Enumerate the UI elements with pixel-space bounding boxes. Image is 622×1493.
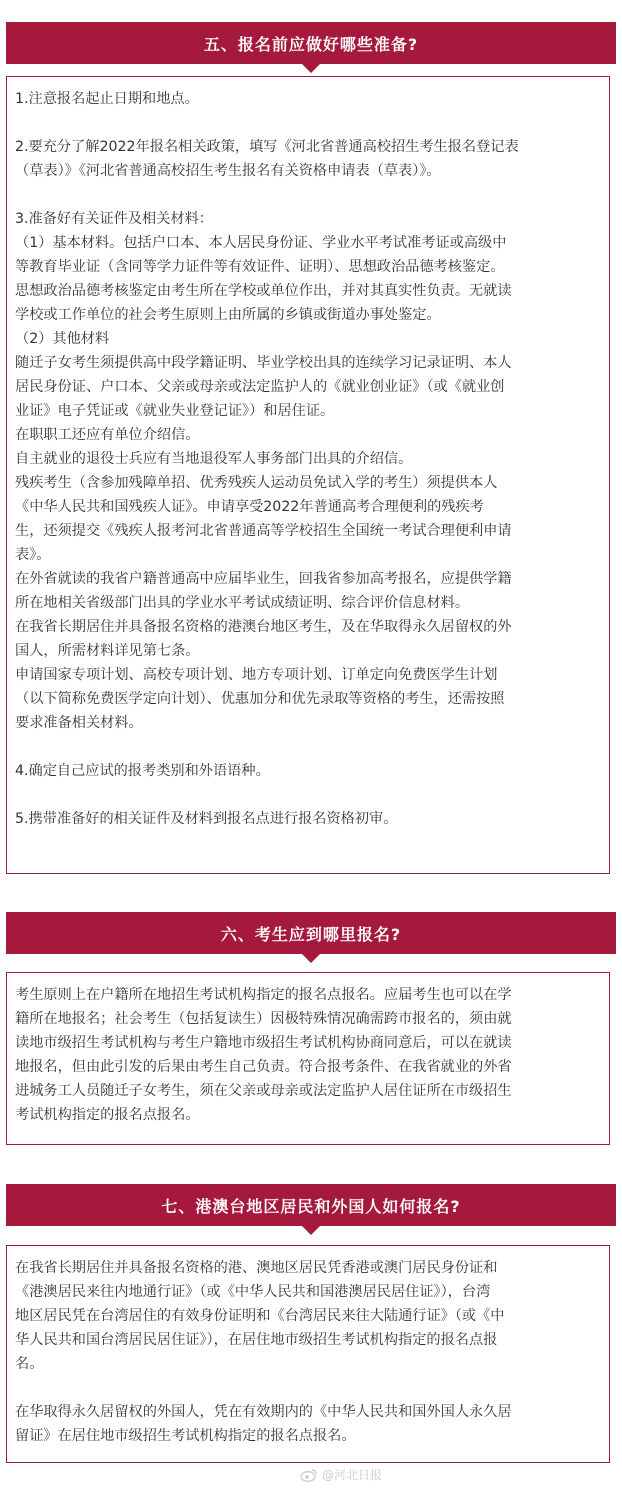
text-line: 3.准备好有关证件及相关材料： [15,211,213,227]
text-line: 在职职工还应有单位介绍信。 [15,427,200,443]
text-line: 5.携带准备好的相关证件及材料到报名点进行报名资格初审。 [15,811,398,827]
text-line: 华人民共和国台湾居民居住证》），在居住地市级招生考试机构指定的报名点报 [15,1332,498,1348]
text-line: 《港澳居民来往内地通行证》（或《中华人民共和国港澳居民居住证》），台湾 [15,1284,491,1300]
text-line: 读地市级招生考试机构与考生户籍地市级招生考试机构协商同意后，可以在就读 [15,1035,512,1051]
section-header-7 [6,1184,616,1226]
text-line: 自主就业的退役士兵应有当地退役军人事务部门出具的介绍信。 [15,451,413,467]
blank-line [7,783,609,807]
text-line: 表》。 [15,547,51,563]
watermark [300,1466,382,1483]
section-title: 五、报名前应做好哪些准备? [203,34,419,54]
blank-line [7,1376,609,1400]
text-line: 名。 [15,1356,44,1372]
text-line: 在外省就读的我省户籍普通高中应届毕业生，回我省参加高考报名，应提供学籍 [15,571,512,587]
watermark-text: @河北日报 [322,1468,383,1482]
section-box-7 [6,1245,610,1463]
text-line: 1.注意报名起止日期和地点。 [15,91,199,107]
text-line: 思想政治品德考核鉴定由考生所在学校或单位作出，并对其真实性负责。无就读 [15,283,512,299]
text-line: 在我省长期居住并具备报名资格的港澳台地区考生，及在华取得永久居留权的外 [15,619,512,635]
text-line: （1）基本材料。包括户口本、本人居民身份证、学业水平考试准考证或高级中 [15,235,507,251]
text-line: 学校或工作单位的社会考生原则上由所属的乡镇或街道办事处鉴定。 [15,307,441,323]
text-line: 籍所在地报名；社会考生（包括复读生）因极特殊情况确需跨市报名的，须由就 [15,1011,512,1027]
text-line: 残疾考生（含参加残障单招、优秀残疾人运动员免试入学的考生）须提供本人 [15,475,498,491]
text-line: 在华取得永久居留权的外国人，凭在有效期内的《中华人民共和国外国人永久居 [15,1404,512,1420]
section-header-6 [6,912,616,954]
text-line: 所在地相关省级部门出具的学业水平考试成绩证明、综合评价信息材料。 [15,595,470,611]
text-line: 进城务工人员随迁子女考生，须在父亲或母亲或法定监护人居住证所在市级招生 [15,1083,512,1099]
blank-line [7,183,609,207]
text-line: 4.确定自己应试的报考类别和外语语种。 [15,763,270,779]
text-line: 随迁子女考生须提供高中段学籍证明、毕业学校出具的连续学习记录证明、本人 [15,355,512,371]
text-line: 留证》在居住地市级招生考试机构指定的报名点报名。 [15,1428,356,1444]
text-line: 业证》电子凭证或《就业失业登记证》）和居住证。 [15,403,335,419]
text-line: （以下简称免费医学定向计划）、优惠加分和优先录取等资格的考生，还需按照 [15,691,505,707]
text-line: 生，还须提交《残疾人报考河北省普通高等学校招生全国统一考试合理便利申请 [15,523,512,539]
section-header-5 [6,22,616,64]
text-line: 要求准备相关材料。 [15,715,143,731]
text-line: （草表）》《河北省普通高校招生考生报名有关资格申请表（草表）》。 [15,163,441,179]
text-line: 地报名，但由此引发的后果由考生自己负责。符合报考条件、在我省就业的外省 [15,1059,512,1075]
blank-line [7,111,609,135]
weibo-icon [300,1468,318,1482]
section-box-6 [6,972,610,1145]
blank-line [7,735,609,759]
text-line: 《中华人民共和国残疾人证》。申请享受2022年普通高考合理便利的残疾考 [15,499,484,515]
section-box-5 [6,76,610,874]
text-line: 居民身份证、户口本、父亲或母亲或法定监护人的《就业创业证》（或《就业创 [15,379,505,395]
text-line: 考生原则上在户籍所在地招生考试机构指定的报名点报名。应届考生也可以在学 [15,987,512,1003]
text-line: 等教育毕业证（含同等学力证件等有效证件、证明）、思想政治品德考核鉴定。 [15,259,505,275]
section-title: 六、考生应到哪里报名? [220,924,402,944]
text-line: 2.要充分了解2022年报名相关政策，填写《河北省普通高校招生考生报名登记表 [15,139,519,155]
text-line: 地区居民凭在台湾居住的有效身份证明和《台湾居民来往大陆通行证》（或《中 [15,1308,505,1324]
text-line: （2）其他材料 [15,331,110,347]
text-line: 国人，所需材料详见第七条。 [15,643,200,659]
text-line: 在我省长期居住并具备报名资格的港、澳地区居民凭香港或澳门居民身份证和 [15,1260,498,1276]
text-line: 考试机构指定的报名点报名。 [15,1107,200,1123]
section-title: 七、港澳台地区居民和外国人如何报名? [161,1196,461,1216]
text-line: 申请国家专项计划、高校专项计划、地方专项计划、订单定向免费医学生计划 [15,667,498,683]
